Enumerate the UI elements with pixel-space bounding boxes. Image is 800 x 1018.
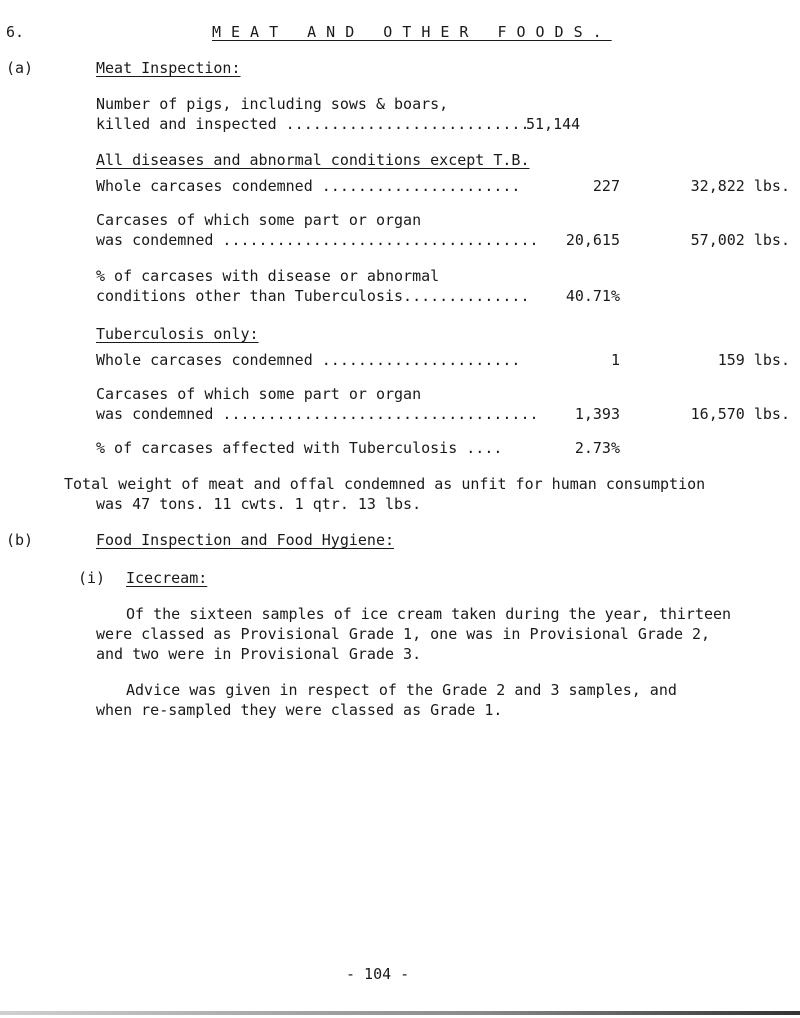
other-row-1-label: Whole carcases condemned ...................... [96,177,521,195]
other-row-2-label-2: was condemned ................................... [96,231,539,249]
icecream-para-1-line-3: and two were in Provisional Grade 3. [96,645,422,663]
tb-row-1-label: Whole carcases condemned ...................... [96,351,521,369]
meat-inspection-heading: Meat Inspection: [96,59,241,77]
other-row-2-weight: 57,002 lbs. [690,231,790,249]
other-row-3-label-1: % of carcases with disease or abnormal [96,267,440,285]
icecream-heading: Icecream: [126,569,208,587]
other-row-2-value: 20,615 [565,231,620,249]
tb-row-3-value: 2.73% [574,439,620,457]
icecream-para-1-line-2: were classed as Provisional Grade 1, one was in Provisional Grade 2, [96,625,711,643]
part-a-label: (a) [6,59,34,77]
icecream-para-1-line-1: Of the sixteen samples of ice cream taken during the year, thirteen [126,605,732,623]
tb-row-2-weight: 16,570 lbs. [690,405,790,423]
other-row-2-label-1: Carcases of which some part or organ [96,211,422,229]
other-row-3-value: 40.71% [565,287,620,305]
tb-row-3-label: % of carcases affected with Tuberculosis .... [96,439,503,457]
part-b-label: (b) [6,531,34,549]
icecream-para-2-line-1: Advice was given in respect of the Grade 2 and 3 samples, and [126,681,677,699]
other-row-1-value: 227 [592,177,620,195]
scan-edge-rule [0,1011,800,1015]
section-title: MEAT AND OTHER FOODS. [212,23,612,41]
section-number: 6. [6,23,25,41]
other-conditions-heading: All diseases and abnormal conditions except T.B. [96,151,530,169]
tb-row-2-label-1: Carcases of which some part or organ [96,385,422,403]
icecream-label: (i) [78,569,106,587]
tb-row-1-weight: 159 lbs. [717,351,790,369]
food-inspection-heading: Food Inspection and Food Hygiene: [96,531,395,549]
other-row-1-weight: 32,822 lbs. [690,177,790,195]
other-row-3-label-2: conditions other than Tuberculosis.............. [96,287,530,305]
icecream-para-2-line-2: when re-sampled they were classed as Grade 1. [96,701,503,719]
pigs-line-2: killed and inspected ........................... [96,115,530,133]
tb-row-2-label-2: was condemned ................................... [96,405,539,423]
page-number: - 104 - [346,965,410,983]
tb-row-2-value: 1,393 [574,405,620,423]
total-weight-line-2: was 47 tons. 11 cwts. 1 qtr. 13 lbs. [96,495,422,513]
pigs-value: 51,144 [526,115,581,133]
tb-row-1-value: 1 [610,351,620,369]
tb-heading: Tuberculosis only: [96,325,259,343]
total-weight-line-1: Total weight of meat and offal condemned as unfit for human consumption [64,475,706,493]
pigs-line-1: Number of pigs, including sows & boars, [96,95,449,113]
